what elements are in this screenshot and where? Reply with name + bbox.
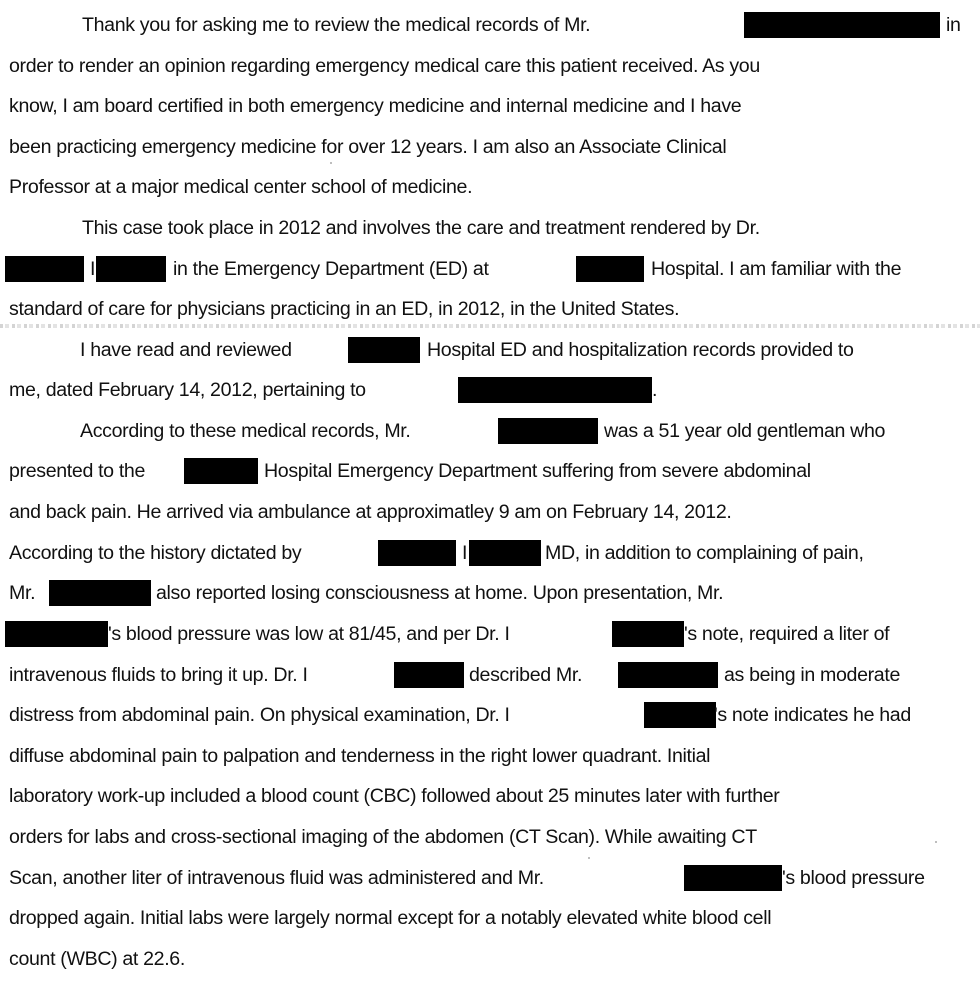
redaction-box: [5, 256, 84, 282]
text-segment: diffuse abdominal pain to palpation and tenderness in the right lower quadrant. Initial: [9, 745, 711, 767]
redaction-box: [348, 337, 420, 363]
text-segment: in: [946, 14, 961, 36]
text-segment: 's note indicates he had: [714, 704, 911, 726]
text-segment: 's blood pressure was low at 81/45, and per Dr. I: [108, 623, 510, 645]
text-segment: dropped again. Initial labs were largely normal except for a notably elevated white blood cell: [9, 907, 772, 929]
scan-speck: [330, 162, 332, 164]
scan-artifact-line: [0, 324, 980, 328]
text-segment: This case took place in 2012 and involves the care and treatment rendered by Dr.: [82, 217, 760, 239]
text-segment: I have read and reviewed: [80, 339, 292, 361]
text-segment: in the Emergency Department (ED) at: [173, 258, 489, 280]
redaction-box: [378, 540, 456, 566]
text-segment: Mr.: [9, 582, 36, 604]
redaction-box: [394, 662, 464, 688]
redaction-box: [458, 377, 652, 403]
redaction-box: [469, 540, 541, 566]
text-segment: I: [462, 542, 468, 564]
text-segment: According to these medical records, Mr.: [80, 420, 411, 442]
text-segment: me, dated February 14, 2012, pertaining to: [9, 379, 366, 401]
redaction-box: [49, 580, 151, 606]
text-segment: intravenous fluids to bring it up. Dr. I: [9, 664, 308, 686]
redaction-box: [744, 12, 940, 38]
redaction-box: [96, 256, 166, 282]
text-segment: According to the history dictated by: [9, 542, 302, 564]
text-segment: standard of care for physicians practicing in an ED, in 2012, in the United States.: [9, 298, 680, 320]
text-segment: as being in moderate: [724, 664, 900, 686]
text-segment: was a 51 year old gentleman who: [604, 420, 886, 442]
text-segment: described Mr.: [469, 664, 583, 686]
text-segment: Professor at a major medical center school of medicine.: [9, 176, 473, 198]
text-segment: Scan, another liter of intravenous fluid was administered and Mr.: [9, 867, 544, 889]
redaction-box: [684, 865, 782, 891]
text-segment: Thank you for asking me to review the medical records of Mr.: [82, 14, 591, 36]
text-segment: Hospital Emergency Department suffering from severe abdominal: [264, 460, 811, 482]
text-segment: and back pain. He arrived via ambulance at approximatley 9 am on February 14, 2012.: [9, 501, 732, 523]
redaction-box: [5, 621, 108, 647]
text-segment: also reported losing consciousness at home. Upon presentation, Mr.: [156, 582, 724, 604]
redaction-box: [612, 621, 684, 647]
text-segment: laboratory work-up included a blood count (CBC) followed about 25 minutes later with further: [9, 785, 780, 807]
text-segment: order to render an opinion regarding emergency medical care this patient received. As you: [9, 55, 760, 77]
scan-speck: [588, 857, 590, 859]
text-segment: MD, in addition to complaining of pain,: [545, 542, 864, 564]
text-segment: distress from abdominal pain. On physical examination, Dr. I: [9, 704, 510, 726]
text-segment: count (WBC) at 22.6.: [9, 948, 185, 970]
text-segment: 's note, required a liter of: [684, 623, 890, 645]
text-segment: 's blood pressure: [782, 867, 925, 889]
text-segment: Hospital. I am familiar with the: [651, 258, 902, 280]
redaction-box: [618, 662, 718, 688]
text-segment: orders for labs and cross-sectional imaging of the abdomen (CT Scan). While awaiting CT: [9, 826, 757, 848]
scan-speck: [935, 841, 937, 843]
text-segment: been practicing emergency medicine for over 12 years. I am also an Associate Clinical: [9, 136, 727, 158]
text-segment: .: [652, 379, 658, 401]
text-segment: know, I am board certified in both emergency medicine and internal medicine and I have: [9, 95, 742, 117]
redaction-box: [184, 458, 258, 484]
text-segment: I: [90, 258, 96, 280]
redaction-box: [576, 256, 644, 282]
redaction-box: [498, 418, 598, 444]
redaction-box: [644, 702, 716, 728]
text-segment: presented to the: [9, 460, 146, 482]
text-segment: Hospital ED and hospitalization records provided to: [427, 339, 854, 361]
